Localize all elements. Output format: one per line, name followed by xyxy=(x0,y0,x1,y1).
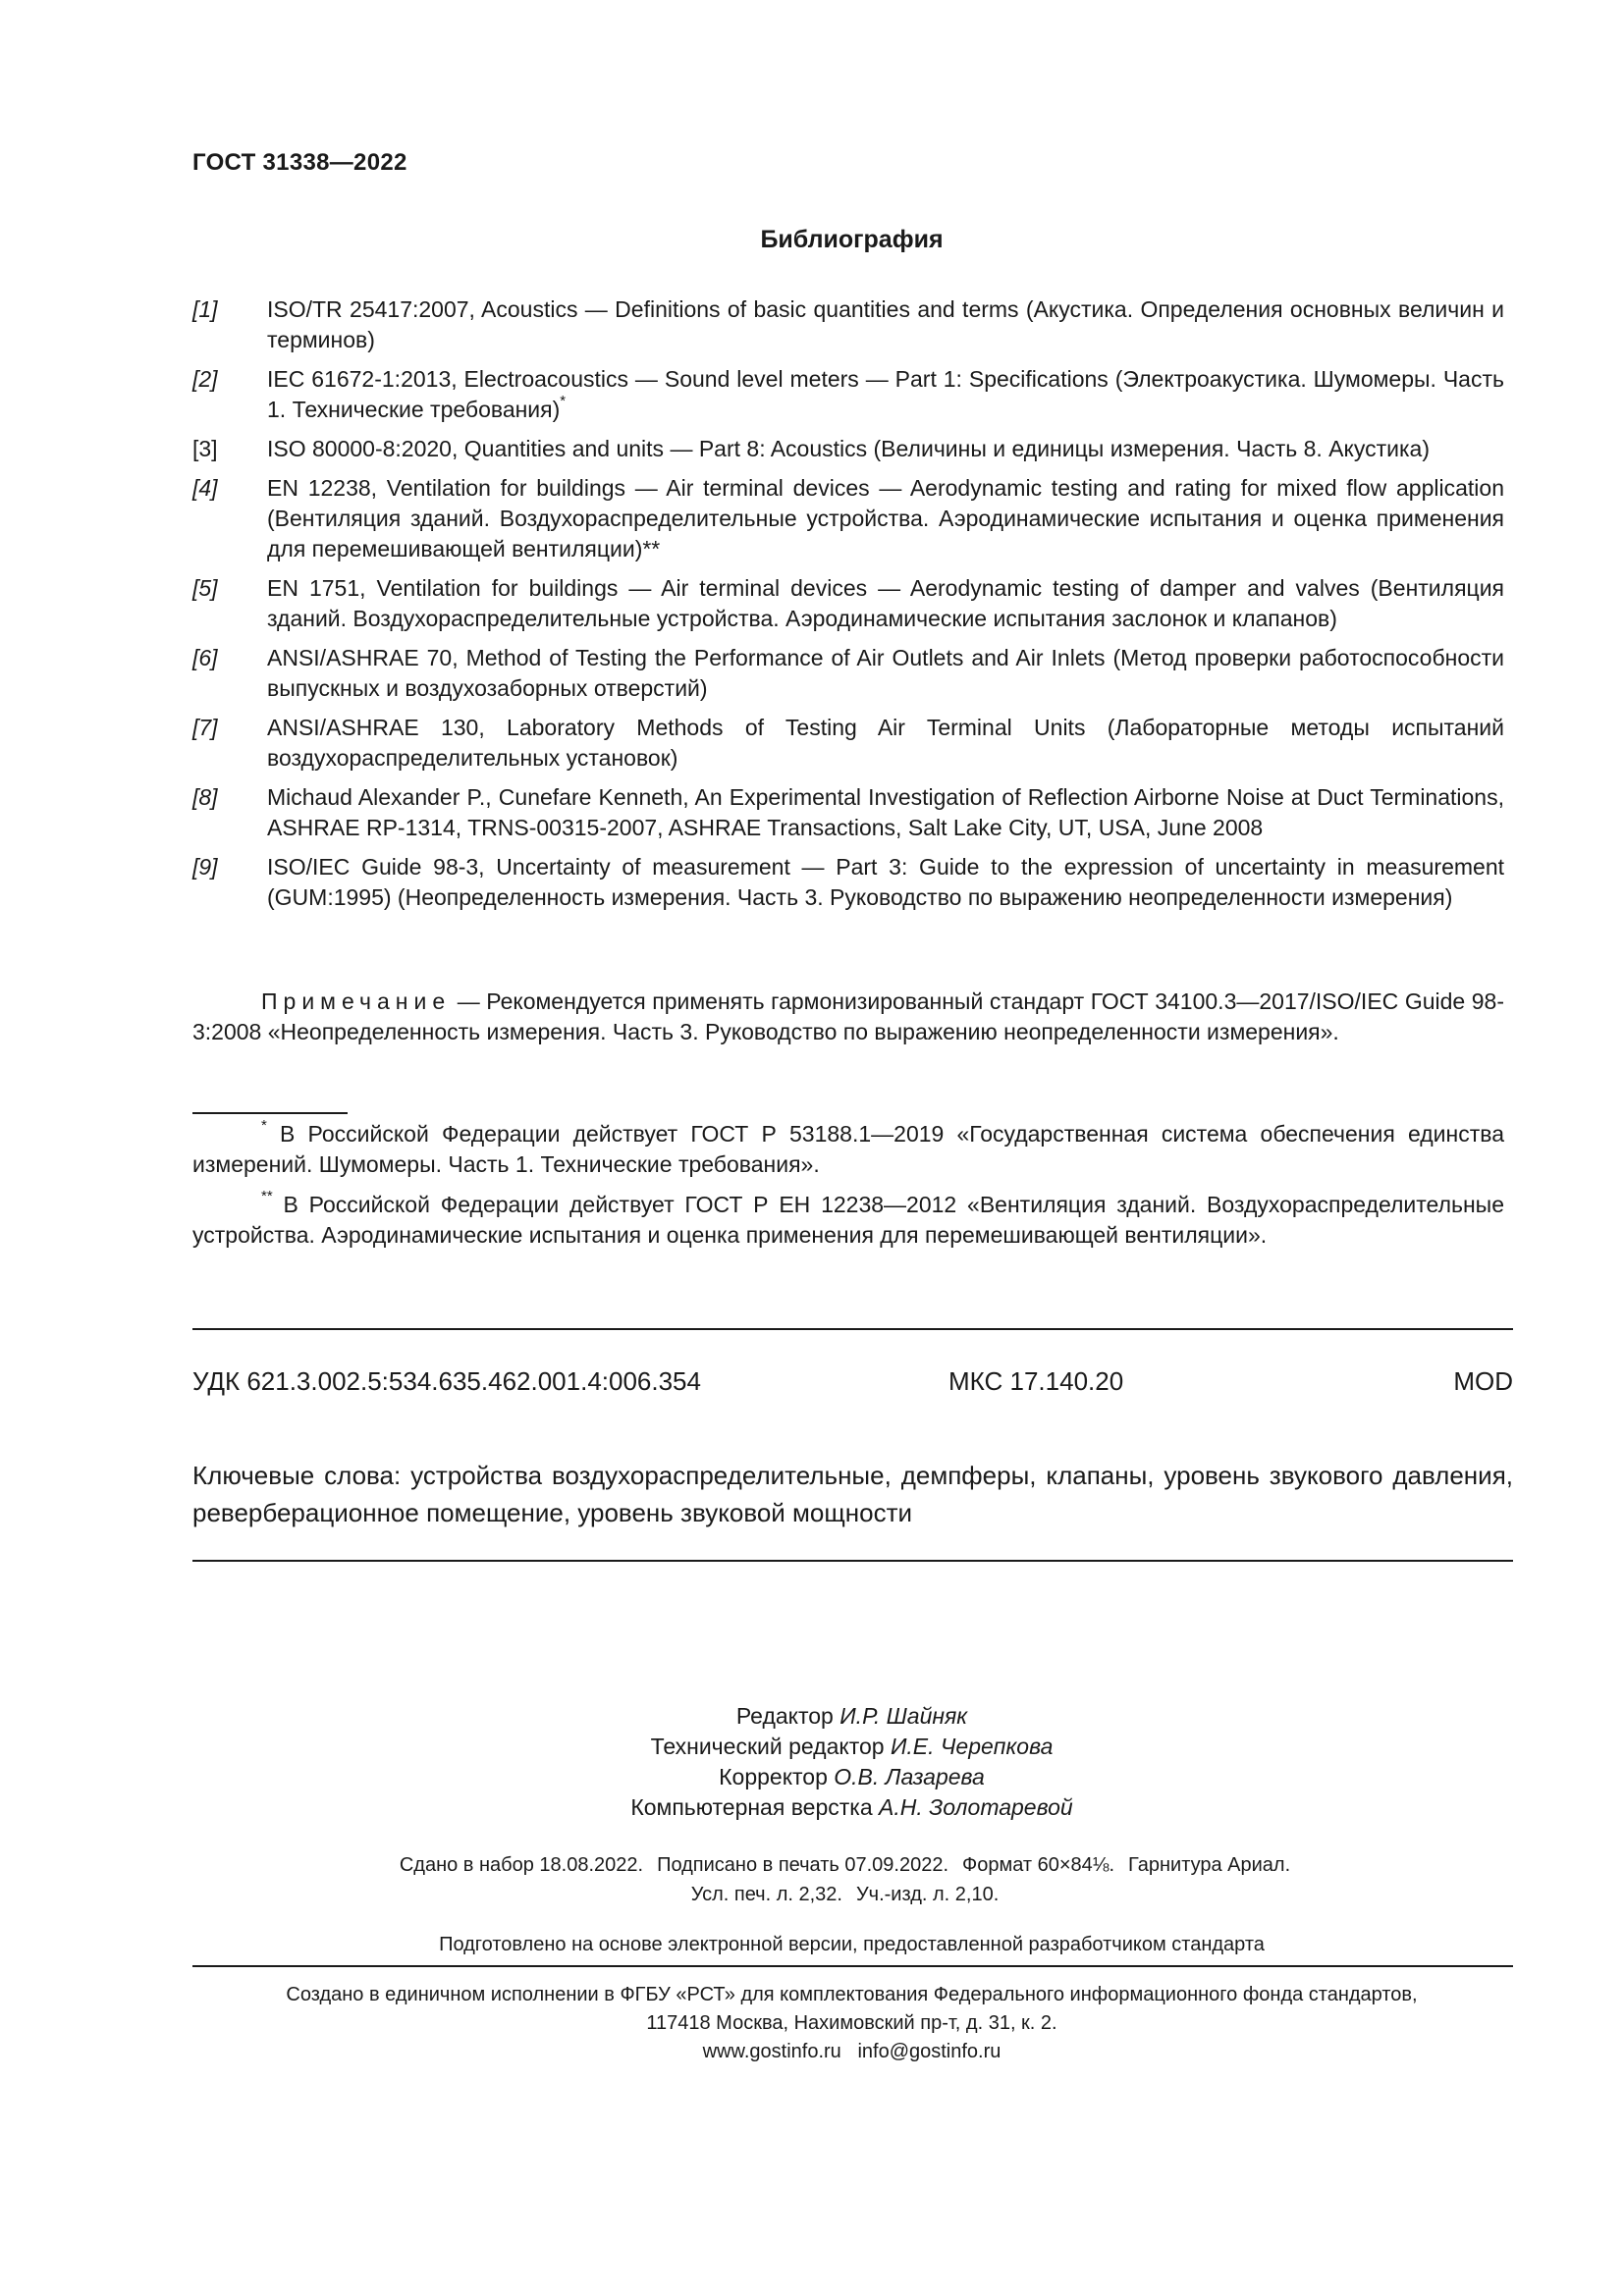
section-divider xyxy=(192,1560,1513,1562)
footnote xyxy=(192,1119,1504,1180)
note-label: Примечание xyxy=(261,988,452,1014)
website-link[interactable]: www.gostinfo.ru xyxy=(702,2041,841,2062)
reference-number: [1] xyxy=(192,296,218,322)
reference-item xyxy=(192,473,1504,564)
reference-item xyxy=(192,782,1504,843)
email-link[interactable]: info@gostinfo.ru xyxy=(857,2041,1001,2062)
publisher-line: Создано в единичном исполнении в ФГБУ «РСТ» для комплектования Федерального информационного фонда стандартов, xyxy=(286,1984,1418,2005)
editors-block xyxy=(0,1701,1624,1823)
footnotes xyxy=(192,1119,1504,1260)
imprint-line: Сдано в набор 18.08.2022. Подписано в печать 07.09.2022. Формат 60×84⅛. Гарнитура Ариал. xyxy=(399,1854,1291,1876)
reference-item xyxy=(192,294,1504,355)
reference-number: [6] xyxy=(192,645,218,670)
reference-item xyxy=(192,434,1504,464)
section-divider xyxy=(192,1328,1513,1330)
reference-number: [4] xyxy=(192,475,218,501)
footnote xyxy=(192,1190,1504,1251)
footnote-mark: ** xyxy=(261,1188,273,1205)
footnote-mark: * xyxy=(560,393,567,410)
reference-text: ISO 80000-8:2020, Quantities and units — Part 8: Acoustics (Величины и единицы измерения. Часть 8. Акустика) xyxy=(267,436,1430,461)
reference-text: ISO/IEC Guide 98-3, Uncertainty of measurement — Part 3: Guide to the expression of uncertainty in measurement (GUM:1995) (Неопределенность измерения. Часть 3. Руководство по выражению неопределенности измерения) xyxy=(267,854,1504,910)
editor-line: Технический редактор И.Е. Черепкова xyxy=(650,1734,1054,1759)
reference-number: [3] xyxy=(192,436,218,461)
reference-item xyxy=(192,713,1504,774)
reference-number: [9] xyxy=(192,854,218,880)
reference-item xyxy=(192,364,1504,425)
reference-text: ANSI/ASHRAE 70, Method of Testing the Performance of Air Outlets and Air Inlets (Метод проверки работоспособности выпускных и воздухозаборных отверстий) xyxy=(267,645,1504,701)
imprint-line: Усл. печ. л. 2,32. Уч.-изд. л. 2,10. xyxy=(690,1884,1000,1905)
imprint-block xyxy=(0,1850,1624,1909)
editor-line: Компьютерная верстка А.Н. Золотаревой xyxy=(630,1794,1073,1820)
reference-text: ISO/TR 25417:2007, Acoustics — Definitions of basic quantities and terms (Акустика. Определения основных величин и терминов) xyxy=(267,296,1504,352)
bibliography-list xyxy=(192,294,1504,922)
mod-label: MOD xyxy=(1453,1366,1513,1396)
reference-number: [8] xyxy=(192,784,218,810)
standard-number: ГОСТ 31338—2022 xyxy=(192,149,407,176)
section-divider xyxy=(192,1965,1513,1967)
note-text: — Рекомендуется применять гармонизированный стандарт ГОСТ 34100.3—2017/ISO/IEC Guide 98-3:2008 «Неопределенность измерения. Часть 3. Руководство по выражению неопределенности измерения». xyxy=(192,988,1504,1044)
reference-number: [7] xyxy=(192,715,218,740)
keywords: Ключевые слова: устройства воздухораспределительные, демпферы, клапаны, уровень звукового давления, реверберационное помещение, уровень звуковой мощности xyxy=(192,1461,1513,1527)
reference-number: [2] xyxy=(192,366,218,392)
footnote-text: В Российской Федерации действует ГОСТ Р ЕН 12238—2012 «Вентиляция зданий. Воздухораспределительные устройства. Аэродинамические испытания и оценка применения для перемешивающей вентиляции». xyxy=(192,1192,1504,1248)
reference-text: IEC 61672-1:2013, Electroacoustics — Sound level meters — Part 1: Specifications (Электроакустика. Шумомеры. Часть 1. Технические требования)* xyxy=(267,366,1504,422)
footnote-mark: * xyxy=(261,1117,267,1135)
footnote-divider xyxy=(192,1112,348,1114)
publisher-address: 117418 Москва, Нахимовский пр-т, д. 31, к. 2. xyxy=(646,2012,1057,2034)
editor-line: Редактор И.Р. Шайняк xyxy=(735,1703,968,1729)
publisher-contacts xyxy=(0,2038,1624,2066)
reference-text: ANSI/ASHRAE 130, Laboratory Methods of Testing Air Terminal Units (Лабораторные методы испытаний воздухораспределительных установок) xyxy=(267,715,1504,771)
udk-code: УДК 621.3.002.5:534.635.462.001.4:006.354 xyxy=(192,1366,701,1396)
publisher-info xyxy=(0,1981,1624,2066)
bibliography-title: Библиография xyxy=(760,226,944,253)
prepared-note: Подготовлено на основе электронной версии, предоставленной разработчиком стандарта xyxy=(439,1934,1265,1955)
reference-text: EN 12238, Ventilation for buildings — Air terminal devices — Aerodynamic testing and rating for mixed flow application (Вентиляция зданий. Воздухораспределительные устройства. Аэродинамические испытания и оценка применения для перемешивающей вентиляции)** xyxy=(267,475,1504,561)
reference-number: [5] xyxy=(192,575,218,601)
footnote-text: В Российской Федерации действует ГОСТ Р 53188.1—2019 «Государственная система обеспечения единства измерений. Шумомеры. Часть 1. Технические требования». xyxy=(192,1121,1504,1177)
reference-text: Michaud Alexander P., Cunefare Kenneth, An Experimental Investigation of Reflection Airborne Noise at Duct Terminations, ASHRAE RP-1314, TRNS-00315-2007, ASHRAE Transactions, Salt Lake City, UT, USA, June 2008 xyxy=(267,784,1504,840)
reference-item xyxy=(192,573,1504,634)
mks-code: МКС 17.140.20 xyxy=(948,1366,1124,1396)
reference-text: EN 1751, Ventilation for buildings — Air terminal devices — Aerodynamic testing of damper and valves (Вентиляция зданий. Воздухораспределительные устройства. Аэродинамические испытания заслонок и клапанов) xyxy=(267,575,1504,631)
reference-item xyxy=(192,643,1504,704)
note-paragraph xyxy=(192,987,1504,1047)
editor-line: Корректор О.В. Лазарева xyxy=(719,1764,985,1789)
reference-item xyxy=(192,852,1504,913)
